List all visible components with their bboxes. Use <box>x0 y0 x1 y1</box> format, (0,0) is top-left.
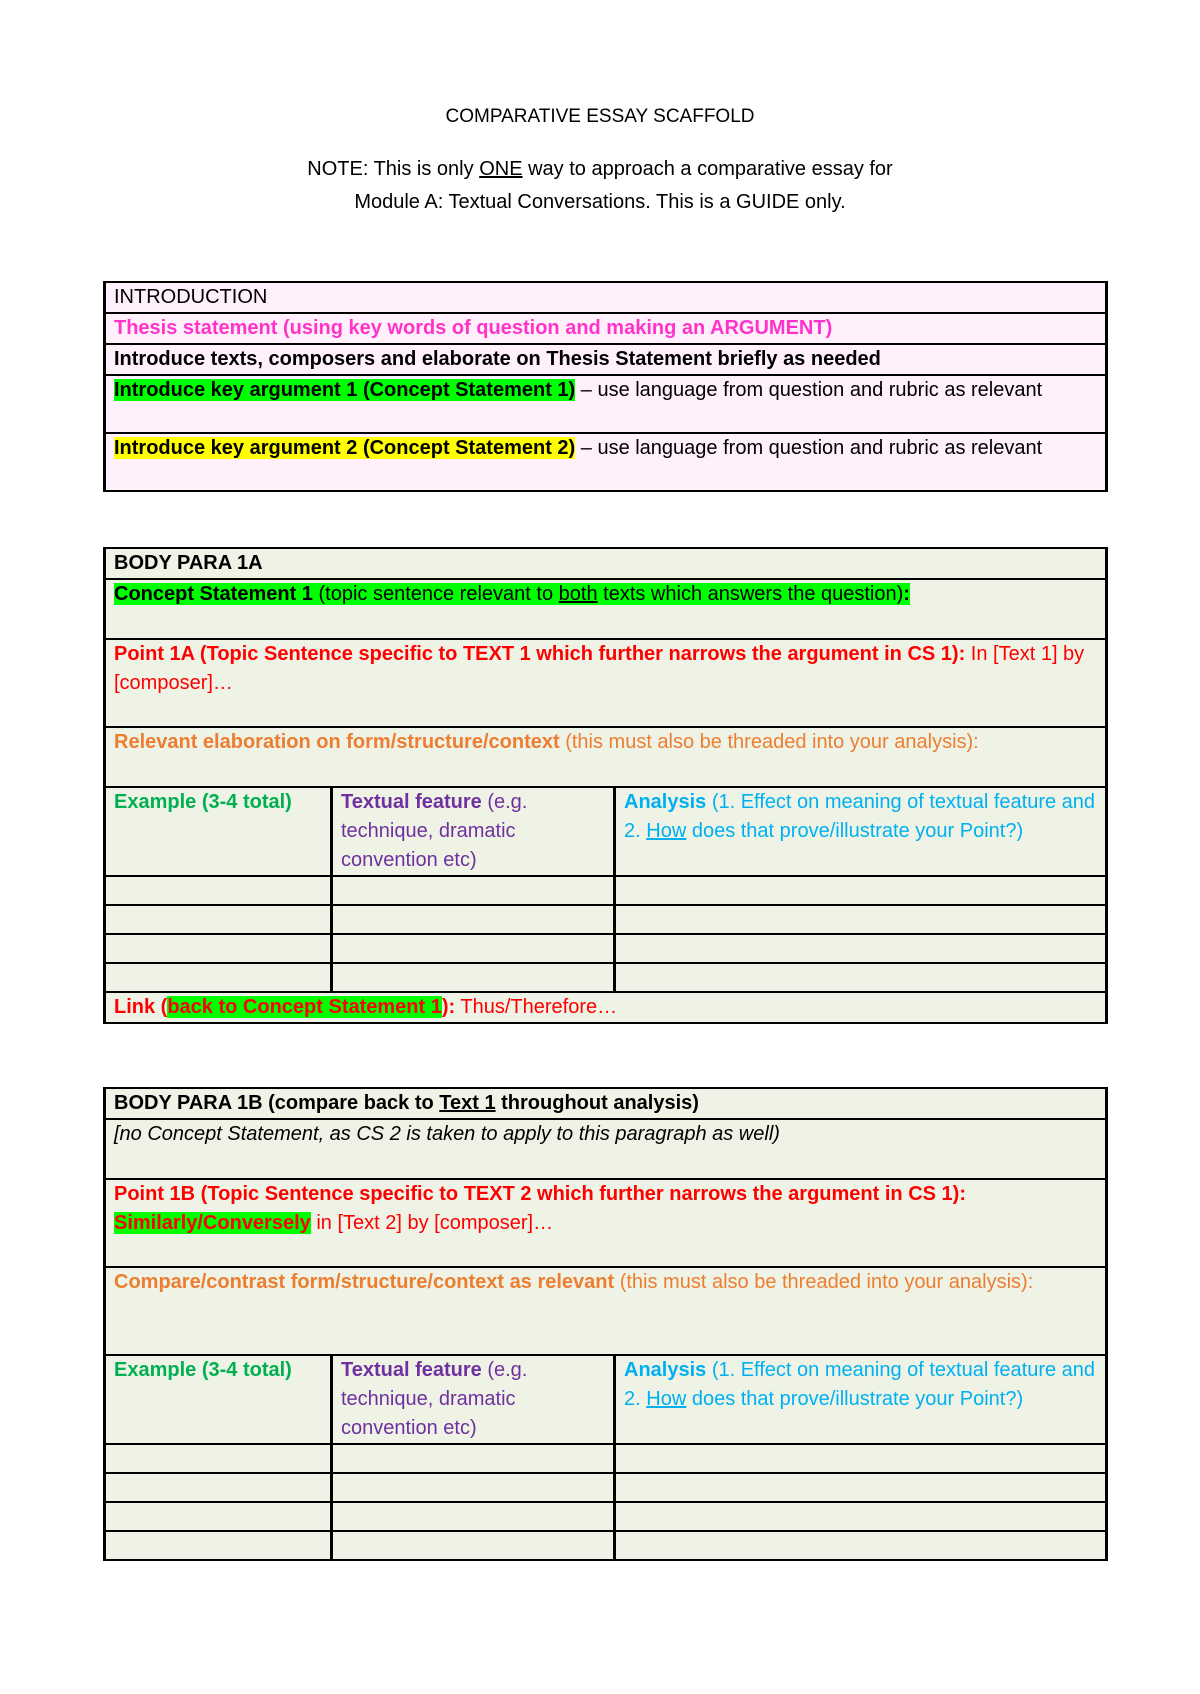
thesis-statement: Thesis statement (using key words of question and making an ARGUMENT) <box>105 313 1107 344</box>
example-cell[interactable] <box>105 1531 332 1560</box>
guide-note <box>0 153 1200 219</box>
column-analysis: Analysis (1. Effect on meaning of textual feature and 2. How does that prove/illustrate your Point?) <box>615 787 1107 876</box>
example-cell[interactable] <box>105 1502 332 1531</box>
analysis-cell[interactable] <box>615 876 1107 905</box>
feature-cell[interactable] <box>332 905 615 934</box>
key-argument-2-highlight: Introduce key argument 2 (Concept Statement 2) <box>114 437 576 459</box>
point-1b: Point 1B (Topic Sentence specific to TEXT 2 which further narrows the argument in CS 1): Similarly/Conversely in [Text 2] by [composer]… <box>105 1179 1107 1267</box>
column-example: Example (3-4 total) <box>105 787 332 876</box>
para1b-heading: BODY PARA 1B (compare back to Text 1 throughout analysis) <box>105 1088 1107 1119</box>
example-cell[interactable] <box>105 963 332 992</box>
body-para-1b-table <box>103 1087 1108 1561</box>
key-argument-1-row <box>105 375 1107 433</box>
point-1a: Point 1A (Topic Sentence specific to TEXT 1 which further narrows the argument in CS 1): In [Text 1] by [composer]… <box>105 639 1107 727</box>
analysis-cell[interactable] <box>615 1444 1107 1473</box>
example-cell[interactable] <box>105 905 332 934</box>
key-argument-2: Introduce key argument 2 (Concept Statement 2) – use language from question and rubric as relevant <box>105 433 1107 491</box>
table-row <box>105 905 1107 934</box>
example-cell[interactable] <box>105 876 332 905</box>
compare-contrast-row <box>105 1267 1107 1355</box>
analysis-cell[interactable] <box>615 1473 1107 1502</box>
note-line-1: NOTE: This is only ONE way to approach a comparative essay for <box>307 158 893 180</box>
example-cell[interactable] <box>105 934 332 963</box>
para1b-note: [no Concept Statement, as CS 2 is taken to apply to this paragraph as well) <box>105 1119 1107 1179</box>
column-textual-feature: Textual feature (e.g. technique, dramatic convention etc) <box>332 1355 615 1444</box>
concept-statement-1: Concept Statement 1 (topic sentence relevant to both texts which answers the question): <box>105 579 1107 639</box>
link-row <box>105 992 1107 1023</box>
para1b-heading-row <box>105 1088 1107 1119</box>
point-1b-row <box>105 1179 1107 1267</box>
para1b-column-header-row <box>105 1355 1107 1444</box>
feature-cell[interactable] <box>332 963 615 992</box>
table-row <box>105 1473 1107 1502</box>
column-analysis: Analysis (1. Effect on meaning of textual feature and 2. How does that prove/illustrate your Point?) <box>615 1355 1107 1444</box>
feature-cell[interactable] <box>332 1444 615 1473</box>
page-title: COMPARATIVE ESSAY SCAFFOLD <box>445 106 755 127</box>
point-1b-highlight: Similarly/Conversely <box>114 1212 311 1234</box>
point-1a-row <box>105 639 1107 727</box>
intro-heading-row <box>105 282 1107 313</box>
table-row <box>105 876 1107 905</box>
thesis-row <box>105 313 1107 344</box>
concept-statement-1-row <box>105 579 1107 639</box>
analysis-cell[interactable] <box>615 934 1107 963</box>
link-highlight: back to Concept Statement 1 <box>167 996 442 1018</box>
compare-contrast: Compare/contrast form/structure/context as relevant (this must also be threaded into your analysis): <box>105 1267 1107 1355</box>
para1b-note-row <box>105 1119 1107 1179</box>
column-example: Example (3-4 total) <box>105 1355 332 1444</box>
intro-heading: INTRODUCTION <box>105 282 1107 313</box>
introduce-texts-row <box>105 344 1107 375</box>
example-cell[interactable] <box>105 1473 332 1502</box>
note-line-2: Module A: Textual Conversations. This is a GUIDE only. <box>354 191 846 213</box>
column-textual-feature: Textual feature (e.g. technique, dramatic convention etc) <box>332 787 615 876</box>
table-row <box>105 1502 1107 1531</box>
body-para-1a-table <box>103 547 1108 1024</box>
feature-cell[interactable] <box>332 1473 615 1502</box>
table-row <box>105 1444 1107 1473</box>
key-argument-2-row <box>105 433 1107 491</box>
introduction-table <box>103 281 1108 492</box>
analysis-cell[interactable] <box>615 1531 1107 1560</box>
para1a-column-header-row <box>105 787 1107 876</box>
feature-cell[interactable] <box>332 876 615 905</box>
table-row <box>105 963 1107 992</box>
key-argument-1: Introduce key argument 1 (Concept Statement 1) – use language from question and rubric as relevant <box>105 375 1107 433</box>
example-cell[interactable] <box>105 1444 332 1473</box>
analysis-cell[interactable] <box>615 963 1107 992</box>
link-statement: Link (back to Concept Statement 1): Thus/Therefore… <box>105 992 1107 1023</box>
feature-cell[interactable] <box>332 1502 615 1531</box>
introduce-texts: Introduce texts, composers and elaborate on Thesis Statement briefly as needed <box>105 344 1107 375</box>
analysis-cell[interactable] <box>615 905 1107 934</box>
elaboration: Relevant elaboration on form/structure/context (this must also be threaded into your analysis): <box>105 727 1107 787</box>
para1a-heading-row <box>105 548 1107 579</box>
elaboration-row <box>105 727 1107 787</box>
key-argument-1-highlight: Introduce key argument 1 (Concept Statement 1) <box>114 379 576 401</box>
analysis-cell[interactable] <box>615 1502 1107 1531</box>
note-emphasis: ONE <box>479 158 523 180</box>
feature-cell[interactable] <box>332 934 615 963</box>
feature-cell[interactable] <box>332 1531 615 1560</box>
para1a-heading: BODY PARA 1A <box>105 548 1107 579</box>
table-row <box>105 934 1107 963</box>
table-row <box>105 1531 1107 1560</box>
